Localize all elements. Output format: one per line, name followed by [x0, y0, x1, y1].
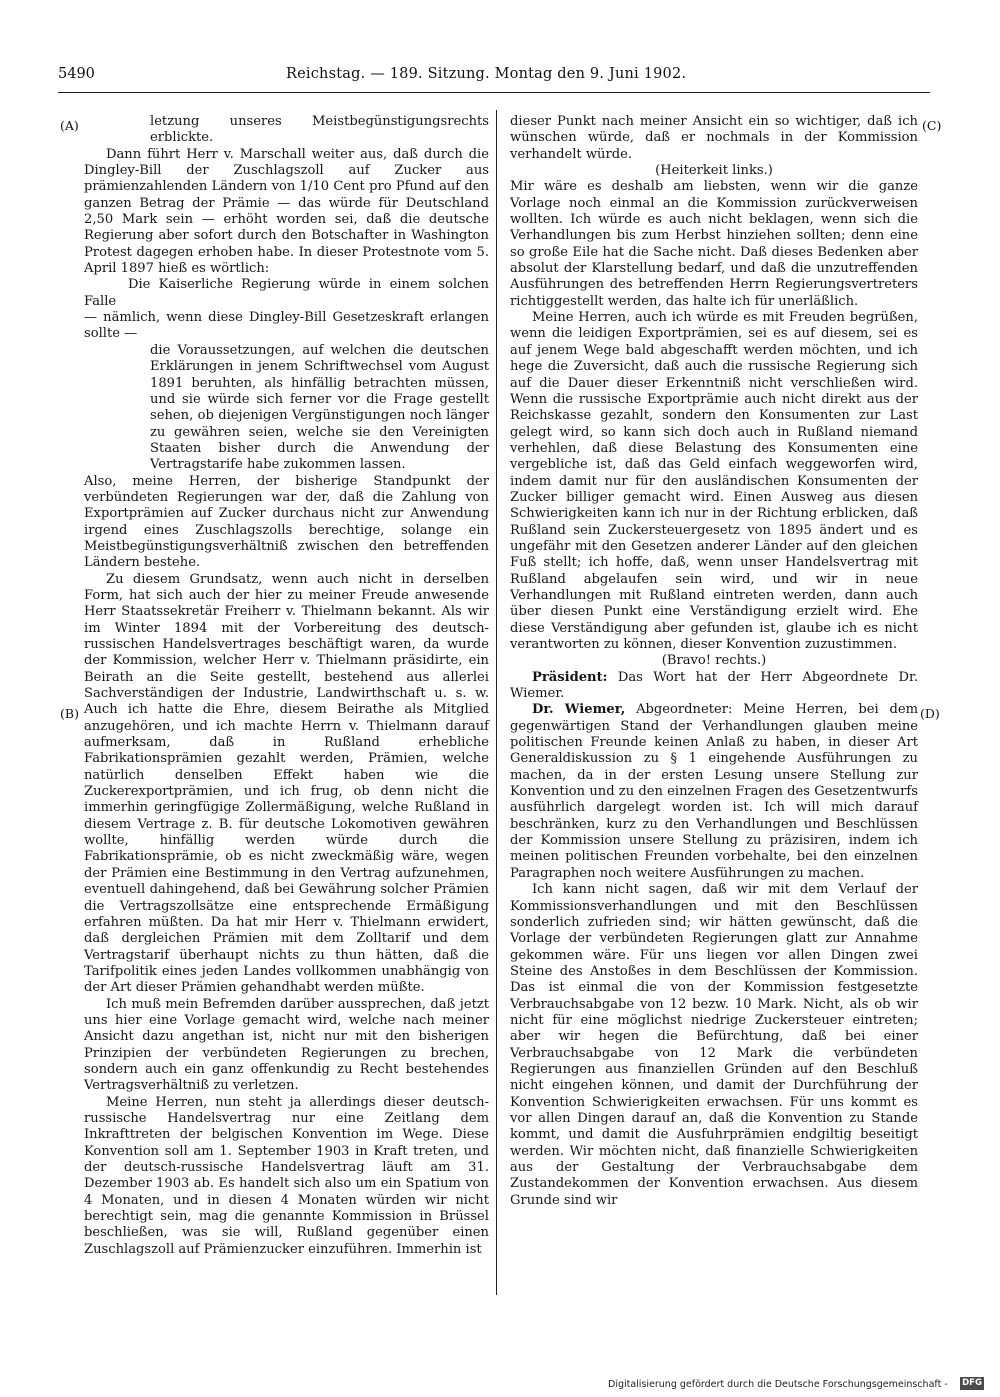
interjection: (Heiterkeit links.)	[655, 163, 773, 179]
quotation: Die Kaiserliche Regierung würde in einem solchen Falle	[84, 277, 489, 309]
paragraph: Meine Herren, nun steht ja allerdings dieser deutsch-russische Handelsvertrag nur eine Zeitlang dem Inkrafttreten der belgischen Konvention im Wege. Diese Konvention soll am 1. September 1903 in Kraft treten, und der deutsch-russische Handelsvertrag läuft am 31. Dezember 1903 ab. Es handelt sich also um ein Spatium von 4 Monaten, und in diesen 4 Monaten würden wir nicht berechtigt sein, mag die genannte Kommission in Brüssel beschließen, was sie will, Rußland gegenüber einen Zuschlagszoll auf Prämienzucker einzuführen. Immerhin ist	[84, 1094, 489, 1257]
left-column	[84, 114, 489, 1258]
quotation: die Voraussetzungen, auf welchen die deutschen Erklärungen in jenem Schriftwechsel vom August 1891 beruhten, als hinfällig betrachten müssen, und sie würde sich ferner vor die Frage gestellt sehen, ob diejenigen Vergünstigungen noch länger zu gewähren seien, welche sie den Vereinigten Staaten bisher durch die Anwendung der Vertragstarife habe zukommen lassen.	[150, 342, 489, 473]
paragraph: dieser Punkt nach meiner Ansicht ein so wichtiger, daß ich wünschen würde, daß er nochmals in der Kommission verhandelt würde.	[510, 114, 918, 162]
margin-marker-b: (B)	[60, 706, 79, 721]
paragraph: letzung unseres Meistbegünstigungsrechts erblickte.	[150, 114, 489, 146]
paragraph: Dann führt Herr v. Marschall weiter aus, daß durch die Dingley-Bill der Zuschlagszoll auf Zucker aus prämienzahlenden Ländern von 1/10 Cent pro Pfund auf den ganzen Betrag der Prämie — das würde für Deutschland 2,50 Mark sein — erhöht worden sei, daß die deutsche Regierung aber sofort durch den Botschafter in Washington Protest dagegen erhoben habe. In dieser Protestnote vom 5. April 1897 hieß es wörtlich:	[84, 146, 489, 277]
speech-text: Das Wort hat der Herr Abgeordnete Dr. Wiemer.	[510, 669, 918, 702]
page-number: 5490	[58, 66, 95, 82]
column-divider	[496, 110, 497, 1295]
paragraph: — nämlich, wenn diese Dingley-Bill Gesetzeskraft erlangen sollte —	[84, 310, 489, 342]
speaker-label: Präsident:	[532, 669, 608, 685]
speaker-label: Dr. Wiemer,	[532, 702, 626, 718]
footer-credit: Digitalisierung gefördert durch die Deutsche Forschungsgemeinschaft -	[608, 1379, 948, 1390]
header-rule	[58, 92, 930, 93]
paragraph: Ich muß mein Befremden darüber aussprechen, daß jetzt uns hier eine Vorlage gemacht wird, welche nach meiner Ansicht dazu angethan ist, nicht nur mit den bisherigen Prinzipien der verbündeten Regierungen zu brechen, sondern auch ein ganz offenkundig zu Recht bestehendes Vertragsverhältniß zu verletzen.	[84, 996, 489, 1094]
paragraph: Meine Herren, auch ich würde es mit Freuden begrüßen, wenn die leidigen Exportprämien, sei es auf diesem, sei es auf jenem Wege bald abgeschafft werden möchten, und ich hege die Zuversicht, daß auch die russische Regierung sich auf die Dauer dieser Erkenntniß nicht verschließen wird. Wenn die russische Exportprämie auch nicht direkt aus der Reichskasse gezahlt, sondern den Konsumenten zur Last gelegt wird, so kann sich doch auch in Rußland niemand verhehlen, daß diese Belastung des Konsumenten eine vergebliche ist, daß das Geld einfach weggeworfen wird, indem damit nur für den ausländischen Konsumenten der Zucker billiger gemacht wird. Einen Ausweg aus diesen Schwierigkeiten kann ich nur in der Richtung erblicken, daß Rußland sein Zuckersteuergesetz von 1895 ändert und es ungefähr mit den Gesetzen anderer Länder auf den gleichen Fuß stellt; ich hoffe, daß, wenn unser Handelsvertrag mit Rußland abgelaufen sein wird, und wir in neue Verhandlungen mit Rußland eintreten werden, dann auch über diesen Punkt eine Verständigung erzielt wird. Ehe diese Verständigung aber gefunden ist, glaube ich es nicht verantworten zu können, dieser Konvention zuzustimmen.	[510, 310, 918, 652]
margin-marker-d: (D)	[920, 706, 940, 721]
margin-marker-c: (C)	[922, 118, 942, 133]
interjection: (Bravo! rechts.)	[661, 653, 767, 669]
margin-marker-a: (A)	[60, 118, 79, 133]
speech-wiemer	[510, 702, 918, 882]
dfg-logo: DFG	[960, 1377, 984, 1390]
paragraph: Ich kann nicht sagen, daß wir mit dem Verlauf der Kommissionsverhandlungen und mit den Beschlüssen sonderlich zufrieden sind; wir hätten gewünscht, daß die Vorlage der verbündeten Regierungen glatt zur Annahme gekommen wäre. Für uns liegen vor allen Dingen zwei Steine des Anstoßes in dem Beschlüssen der Kommission. Das ist einmal die von der Kommission festgesetzte Verbrauchsabgabe von 12 bezw. 10 Mark. Nicht, als ob wir nicht für eine möglichst niedrige Zuckersteuer eintreten; aber wir hegen die Befürchtung, daß bei einer Verbrauchsabgabe von 12 Mark die verbündeten Regierungen aus finanziellen Gründen auf den Beschluß nicht eingehen können, und damit der Durchführung der Konvention Schwierigkeiten erwachsen. Für uns kommt es vor allen Dingen darauf an, daß die Konvention zu Stande kommt, und damit die Ausfuhrprämien endgiltig beseitigt werden. Wir möchten nicht, daß finanzielle Schwierigkeiten aus der Gestaltung der Verbrauchsabgabe dem Zustandekommen der Konvention erwachsen. Aus diesem Grunde sind wir	[510, 882, 918, 1208]
right-column	[510, 114, 918, 1209]
running-title: Reichstag. — 189. Sitzung. Montag den 9. Juni 1902.	[286, 66, 687, 82]
paragraph: Zu diesem Grundsatz, wenn auch nicht in derselben Form, hat sich auch der hier zu meiner Freude anwesende Herr Staatssekretär Freiherr v. Thielmann bekannt. Als wir im Winter 1894 mit der Vorbereitung des deutsch-russischen Handelsvertrages beschäftigt waren, da wurde der Kommission, welcher Herr v. Thielmann präsidirte, ein Beirath an die Seite gestellt, bestehend aus allerlei Sachverständigen der Industrie, Landwirthschaft u. s. w. Auch ich hatte die Ehre, diesem Beirathe als Mitglied anzugehören, und ich machte Herrn v. Thielmann darauf aufmerksam, daß in Rußland erhebliche Fabrikationsprämien gezahlt werden, Prämien, welche natürlich denselben Effekt haben wie die Zuckerexportprämien, und ich frug, ob denn nicht die immerhin geringfügige Zollermäßigung, welche Rußland in diesem Vertrage z. B. für deutsche Lokomotiven gewähren wollte, hinfällig werden würde durch die Fabrikationsprämie, ob es nicht zweckmäßig wäre, wegen der Prämien eine Bestimmung in den Vertrag aufzunehmen, eventuell dahingehend, daß bei Gewährung solcher Prämien die Vertragszollsätze eine entsprechende Ermäßigung erfahren müßten. Da hat mir Herr v. Thielmann erwidert, daß dergleichen Prämien mit dem Zolltarif und dem Vertragstarif überhaupt nichts zu thun hätten, daß die Tarifpolitik eines jeden Landes vollkommen unabhängig von der Art dieser Prämien gehandhabt werden müßte.	[84, 571, 489, 996]
page-header	[58, 64, 928, 90]
paragraph: Mir wäre es deshalb am liebsten, wenn wir die ganze Vorlage noch einmal an die Kommission zurückverweisen wollten. Ich würde es auch nicht beklagen, wenn sich die Verhandlungen bis zum Herbst hinziehen sollten; denn eine so große Eile hat die Sache nicht. Daß dieses Bedenken aber absolut der Klarstellung bedarf, und daß die unzutreffenden Ausführungen des betreffenden Herrn Regierungsvertreters richtiggestellt werden, das halte ich für unerläßlich.	[510, 179, 918, 309]
paragraph: Also, meine Herren, der bisherige Standpunkt der verbündeten Regierungen war der, daß die Zahlung von Exportprämien auf Zucker durchaus nicht zur Anwendung irgend eines Zuschlagszolls berechtige, solange ein Meistbegünstigungsverhältniß zwischen den betreffenden Ländern bestehe.	[84, 473, 489, 571]
speech-text: Abgeordneter: Meine Herren, bei dem gegenwärtigen Stand der Verhandlungen glauben meine politischen Freunde keinen Anlaß zu haben, in dieser Art Generaldiskussion zu § 1 eingehende Ausführungen zu machen, da in der ersten Lesung unsere Stellung zur Konvention und zu den einzelnen Fragen des Gesetzentwurfs ausführlich dargelegt worden ist. Ich will mich darauf beschränken, kurz zu den Verhandlungen und Beschlüssen der Kommission unsere Stellung zu präzisiren, indem ich meinen politischen Freunden vorbehalte, bei den einzelnen Paragraphen noch weitere Ausführungen zu machen.	[510, 702, 918, 881]
speech-president	[510, 670, 918, 703]
